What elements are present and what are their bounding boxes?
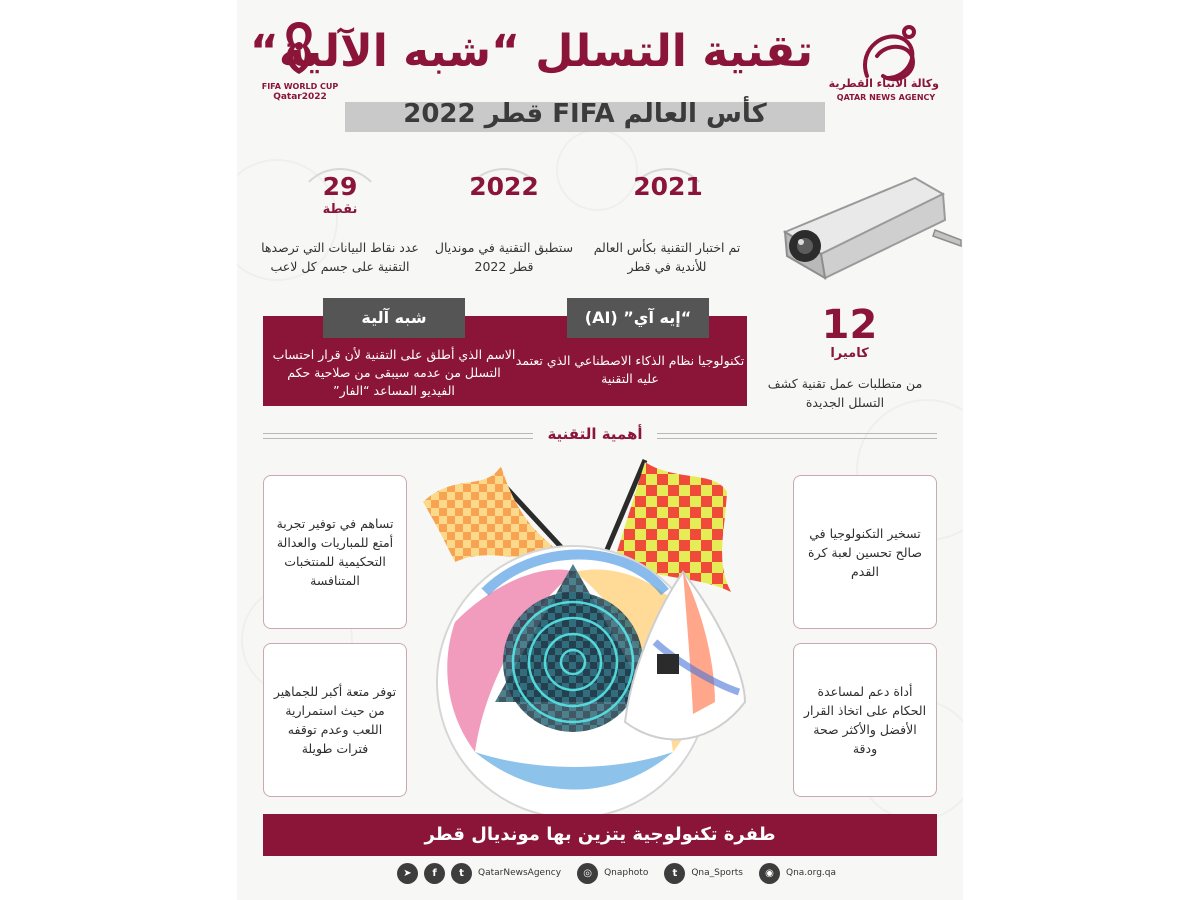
camera-icon <box>765 160 963 290</box>
importance-section-title: أهمية التقنية <box>547 425 643 443</box>
twitter-icon[interactable]: t <box>451 863 472 884</box>
stat-points-number: 29 <box>322 172 358 201</box>
social-links <box>397 861 846 885</box>
social-handle-sports[interactable]: Qna_Sports <box>691 868 743 878</box>
footer-banner: طفرة تكنولوجية يتزين بها مونديال قطر <box>263 814 937 856</box>
stat-desc-2021: تم اختبار التقنية بكأس العالم للأندية في قطر <box>593 240 741 274</box>
instagram-icon[interactable]: ◎ <box>577 863 598 884</box>
stat-year-2021: 2021 <box>633 172 703 201</box>
importance-card <box>793 643 937 797</box>
stat-desc-points: عدد نقاط البيانات التي ترصدها التقنية على جسم كل لاعب <box>261 240 419 274</box>
qna-name-english: QATAR NEWS AGENCY <box>836 93 936 102</box>
section-divider <box>263 433 533 439</box>
facebook-icon[interactable]: f <box>424 863 445 884</box>
world-cup-text: FIFA WORLD CUP <box>261 82 339 91</box>
web-icon[interactable]: ◉ <box>759 863 780 884</box>
telegram-icon[interactable]: ➤ <box>397 863 418 884</box>
page-subtitle: كأس العالم FIFA قطر 2022 <box>403 99 767 129</box>
ai-tag: “إيه آي” (AI) <box>567 298 709 338</box>
card-text: تسخير التكنولوجيا في صالح تحسين لعبة كرة القدم <box>808 525 922 579</box>
semi-automated-tag: شبه آلية <box>323 298 465 338</box>
card-text: أداة دعم لمساعدة الحكام على اتخاذ القرار الأفضل والأكثر صحة ودقة <box>803 684 927 756</box>
importance-card <box>263 643 407 797</box>
card-text: توفر متعة أكبر للجماهير من حيث استمرارية اللعب وعدم توقفه فترات طويلة <box>273 684 397 756</box>
stat-points-unit: نقطة <box>322 202 358 217</box>
qna-name-arabic: وكالة الأنباء القطرية <box>828 77 939 90</box>
world-cup-host-text: Qatar2022 <box>273 92 327 102</box>
camera-count: 12 <box>821 302 878 348</box>
camera-description: من متطلبات عمل تقنية كشف التسلل الجديدة <box>767 376 923 410</box>
section-divider <box>657 433 937 439</box>
infographic-poster <box>237 0 963 900</box>
importance-card <box>263 475 407 629</box>
stat-desc-2022: ستطبق التقنية في مونديال قطر 2022 <box>434 240 574 274</box>
twitter-icon[interactable]: t <box>664 863 685 884</box>
card-text: تساهم في توفير تجربة أمتع للمباريات والعدالة التحكيمية للمنتخبات المتنافسة <box>276 516 394 588</box>
ai-description: تكنولوجيا نظام الذكاء الاصطناعي الذي تعتمد عليه التقنية <box>515 353 745 386</box>
social-handle-main[interactable]: QatarNewsAgency <box>478 868 562 878</box>
importance-card <box>793 475 937 629</box>
page-title: تقنية التسلل “شبه الآلية“ <box>249 26 813 77</box>
semi-automated-description: الاسم الذي أطلق على التقنية لأن قرار احتساب التسلل من عدمه سيبقى من صلاحية حكم الفيديو المساعد “الفار” <box>272 347 516 398</box>
camera-unit: كاميرا <box>830 346 869 361</box>
social-handle-photo[interactable]: Qnaphoto <box>604 868 649 878</box>
ball-and-flags-illustration <box>415 452 755 824</box>
website-link[interactable]: Qna.org.qa <box>785 868 836 878</box>
stat-year-2022: 2022 <box>469 172 539 201</box>
